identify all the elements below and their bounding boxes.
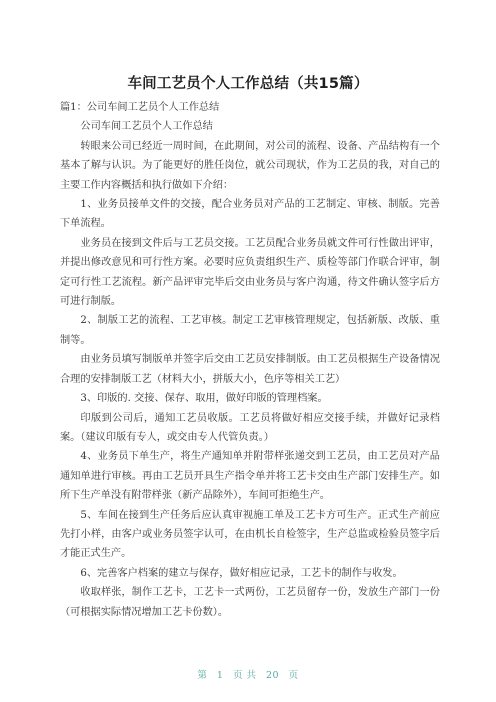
current-page-number: 1 (216, 670, 224, 681)
document-body (60, 98, 440, 622)
total-pages-number: 20 (266, 670, 280, 681)
paragraph: 业务员在接到文件后与工艺员交接。工艺员配合业务员就文件可行性做出评审，并提出修改意见和可行性方案。必要时应负责组织生产、质检等部门作联合评审，制定可行性工艺流程。新产品评审完毕后交由业务员与客户沟通，待文件确认签字后方可进行制版。 (60, 237, 440, 308)
page-label-middle: 页 共 (232, 670, 257, 681)
paragraph: 1、业务员接单文件的交接，配合业务员对产品的工艺制定、审核、制版。完善下单流程。 (60, 199, 440, 230)
page-label-suffix: 页 (288, 670, 299, 681)
section-heading: 篇1：公司车间工艺员个人工作总结 (60, 102, 220, 113)
paragraph: 印版到公司后，通知工艺员收版。工艺员将做好相应交接手续，并做好记录档案。（建议印版有专人，或交由专人代管负责。） (60, 412, 440, 443)
document-title: 车间工艺员个人工作总结（共15篇） (127, 76, 369, 92)
paragraph: 转眼来公司已经近一周时间，在此期间，对公司的流程、设备、产品结构有一个基本了解与认识。为了能更好的胜任岗位，就公司现状，作为工艺员的我，对自己的主要工作内容概括和执行做如下介绍： (60, 140, 440, 191)
paragraph: 2、制版工艺的流程、工艺审核。制定工艺审核管理规定，包括新版、改版、重制等。 (60, 315, 440, 346)
paragraph: 公司车间工艺员个人工作总结 (80, 121, 213, 133)
paragraph: 由业务员填写制版单并签字后交由工艺员安排制版。由工艺员根据生产设备情况合理的安排制版工艺（材料大小，拼版大小，色序等相关工艺） (60, 354, 440, 385)
paragraph: 6、完善客户档案的建立与保存，做好相应记录，工艺卡的制作与收发。 (80, 567, 403, 579)
page-footer (0, 667, 496, 681)
paragraph: 4、业务员下单生产，将生产通知单并附带样张递交到工艺员，由工艺员对产品通知单进行审核。再由工艺员开具生产指令单并将工艺卡交由生产部门安排生产。如所下生产单没有附带样张（新产品除外），车间可拒绝生产。 (60, 451, 440, 502)
page-label-prefix: 第 (197, 670, 208, 681)
paragraph: 3、印版的. 交接、保存、取用，做好印版的管理档案。 (80, 393, 328, 405)
paragraph: 收取样张，制作工艺卡，工艺卡一式两份，工艺员留存一份，发放生产部门一份（可根据实际情况增加工艺卡份数）。 (60, 587, 440, 618)
paragraph: 5、车间在接到生产任务后应认真审视施工单及工艺卡方可生产。正式生产前应先打小样，由客户或业务员签字认可，在由机长自检签字，生产总监或检验员签字后才能正式生产。 (60, 509, 440, 560)
